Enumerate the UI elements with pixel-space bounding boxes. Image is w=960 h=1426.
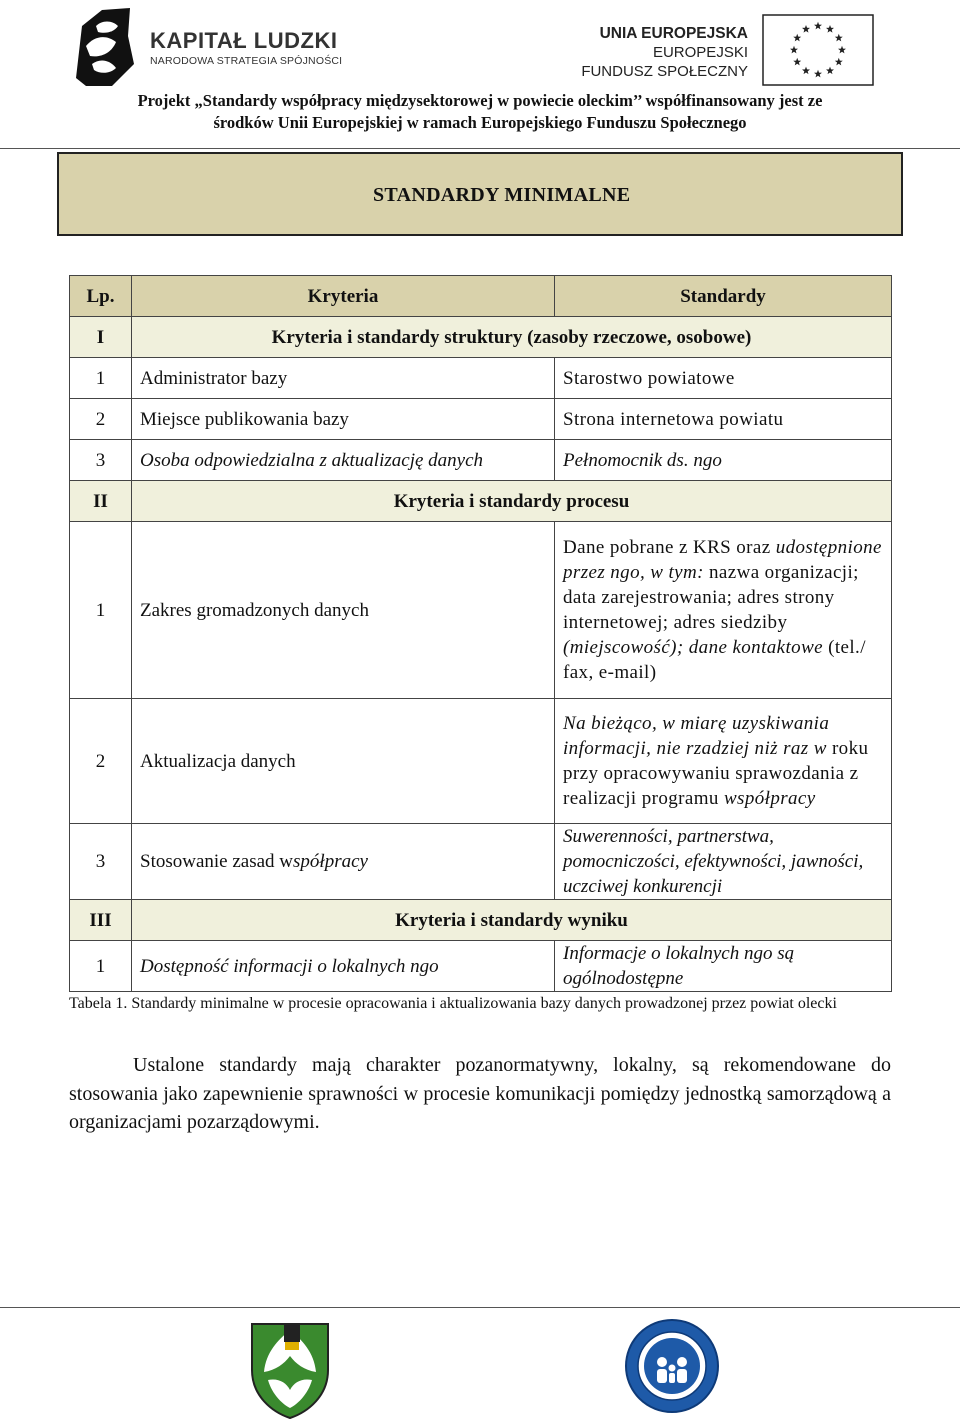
table-row	[70, 522, 892, 699]
row-standard	[555, 699, 892, 824]
standard-part: (tel./ fax, e-mail)	[563, 637, 866, 683]
criteria-plain: Stosowanie zasad w	[140, 851, 294, 872]
row-number: 1	[70, 522, 132, 699]
section-row-result	[70, 900, 892, 941]
eu-flag-icon	[762, 14, 874, 86]
header-criteria: Kryteria	[132, 276, 555, 317]
footer-divider	[0, 1307, 960, 1308]
table-row	[70, 699, 892, 824]
row-number: 2	[70, 399, 132, 440]
header-lp: Lp.	[70, 276, 132, 317]
table-row	[70, 440, 892, 481]
county-crest-icon	[248, 1320, 332, 1420]
row-number: 2	[70, 699, 132, 824]
table-row	[70, 399, 892, 440]
kl-title: KAPITAŁ LUDZKI	[150, 28, 338, 53]
row-standard: Pełnomocnik ds. ngo	[555, 440, 892, 481]
ngo-seal-icon	[624, 1318, 720, 1414]
table-row	[70, 358, 892, 399]
table-row	[70, 941, 892, 992]
standard-part: nazwa organizacji; data zarejestrowania; adres strony internetowej; adres siedziby	[563, 562, 859, 633]
row-standard: Informacje o lokalnych ngo są ogólnodostępne	[555, 941, 892, 992]
header-divider	[0, 148, 960, 149]
row-criteria: Miejsce publikowania bazy	[132, 399, 555, 440]
eu-line-2: EUROPEJSKI	[652, 44, 748, 61]
body-paragraph: Ustalone standardy mają charakter pozanormatywny, lokalny, są rekomendowane do stosowania jako zapewnienie sprawności w procesie komunikacji pomiędzy jednostką samorządową a organizacjami pozarządowymi.	[69, 1054, 891, 1133]
row-criteria: Administrator bazy	[132, 358, 555, 399]
section-lp: III	[70, 900, 132, 941]
table-header-row	[70, 276, 892, 317]
kl-subtitle: NARODOWA STRATEGIA SPÓJNOŚCI	[150, 55, 343, 67]
project-line-2: środków Unii Europejskiej w ramach Europejskiego Funduszu Społecznego	[213, 113, 747, 132]
eu-line-3: FUNDUSZ SPOŁECZNY	[581, 63, 748, 80]
standard-part: Na bieżąco, w miarę uzyskiwania informacji, nie rzadziej niż raz w	[563, 713, 830, 759]
row-criteria: Dostępność informacji o lokalnych ngo	[132, 941, 555, 992]
title-box	[57, 152, 903, 236]
eu-line-1: UNIA EUROPEJSKA	[599, 25, 748, 42]
row-criteria: Osoba odpowiedzialna z aktualizację danych	[132, 440, 555, 481]
project-statement	[60, 90, 900, 134]
table-row	[70, 824, 892, 900]
standard-part: udostępnione przez ngo, w tym:	[563, 537, 882, 583]
section-row-process	[70, 481, 892, 522]
standard-part: (miejscowość); dane kontaktowe	[563, 637, 823, 658]
section-title: Kryteria i standardy wyniku	[132, 900, 892, 941]
section-title: Kryteria i standardy struktury (zasoby rzeczowe, osobowe)	[132, 317, 892, 358]
row-criteria: Aktualizacja danych	[132, 699, 555, 824]
page-title-text: STANDARDY MINIMALNE	[373, 184, 631, 206]
table-caption: Tabela 1. Standardy minimalne w procesie opracowania i aktualizowania bazy danych prowadzonej przez powiat olecki	[69, 995, 837, 1012]
row-standard: Strona internetowa powiatu	[555, 399, 892, 440]
standards-table	[69, 275, 892, 992]
row-standard	[555, 522, 892, 699]
row-number: 1	[70, 358, 132, 399]
criteria-italic: spółpracy	[293, 851, 368, 872]
header-standards: Standardy	[555, 276, 892, 317]
row-number: 3	[70, 440, 132, 481]
row-criteria	[132, 824, 555, 900]
row-number: 1	[70, 941, 132, 992]
project-line-1: Projekt „Standardy współpracy międzysektorowej w powiecie oleckim’’ współfinansowany jest ze	[137, 91, 823, 110]
eu-text-block	[581, 24, 748, 81]
section-title: Kryteria i standardy procesu	[132, 481, 892, 522]
section-lp: II	[70, 481, 132, 522]
standard-part: roku przy opracowywaniu sprawozdania z realizacji programu	[563, 738, 869, 809]
row-standard: Suwerenności, partnerstwa, pomocniczości, efektywności, jawności, uczciwej konkurencji	[555, 824, 892, 900]
page-title	[59, 184, 901, 207]
section-lp: I	[70, 317, 132, 358]
standard-part: Dane pobrane z KRS oraz	[563, 537, 771, 558]
section-row-structure	[70, 317, 892, 358]
row-number: 3	[70, 824, 132, 900]
row-criteria: Zakres gromadzonych danych	[132, 522, 555, 699]
standard-part: współpracy	[723, 788, 816, 809]
row-standard: Starostwo powiatowe	[555, 358, 892, 399]
